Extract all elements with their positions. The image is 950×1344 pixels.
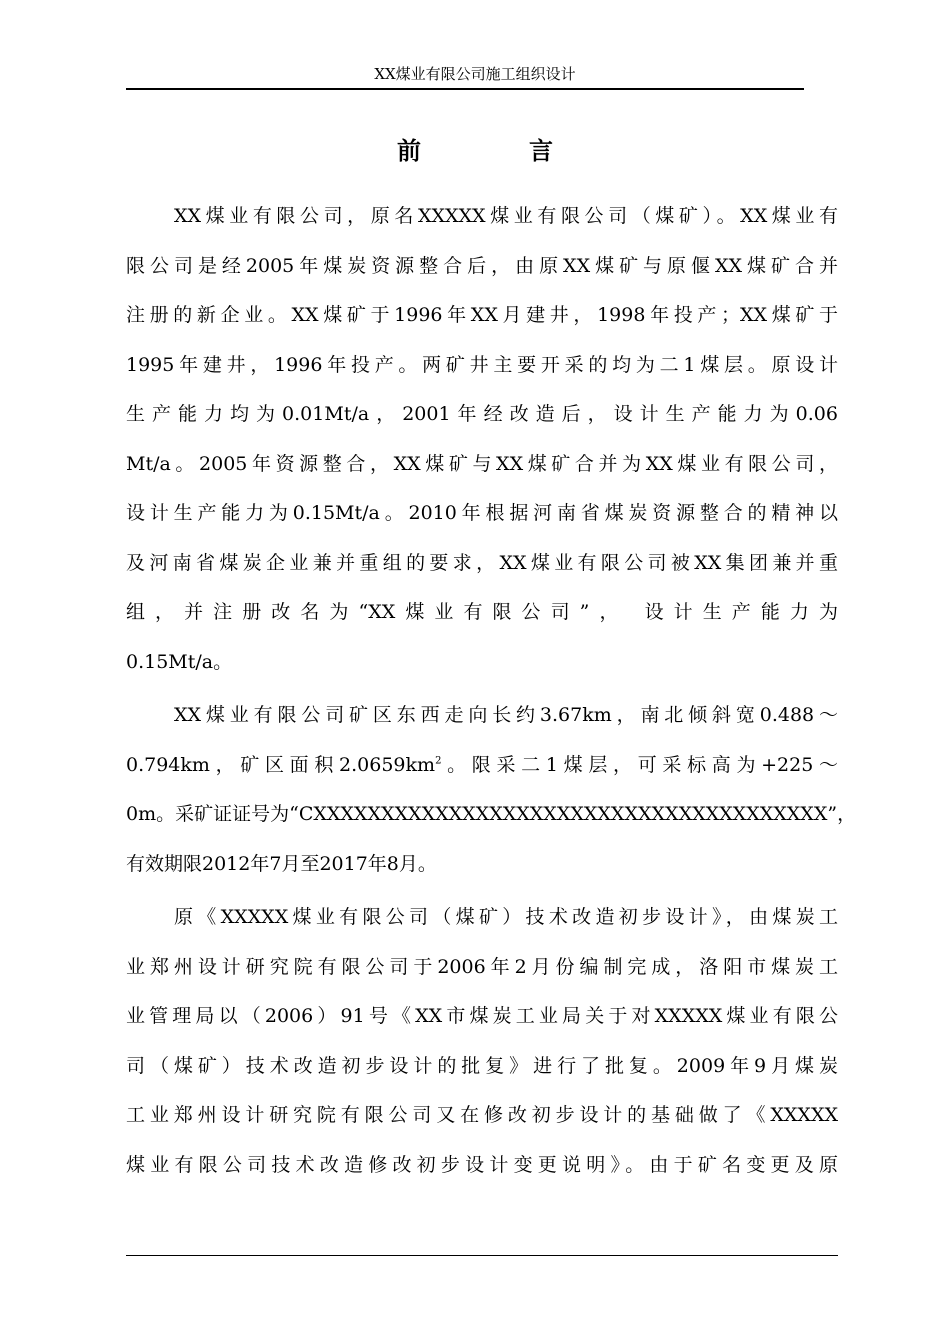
paragraph-line: 司（煤矿）技术改造初步设计的批复》进行了批复。2009年9月煤炭 bbox=[126, 1054, 838, 1077]
paragraph-line: 原《XXXXX煤业有限公司（煤矿）技术改造初步设计》，由煤炭工 bbox=[174, 906, 838, 928]
paragraph-line: 注册的新企业。XX煤矿于1996年XX月建井，1998年投产；XX煤矿于 bbox=[126, 304, 838, 326]
paragraph-line-area bbox=[126, 741, 838, 791]
paragraph-line: 0.15Mt/a。 bbox=[126, 650, 233, 673]
paragraph-line: 组，并注册改名为“XX煤业有限公司”， 设计生产能力为 bbox=[126, 601, 838, 623]
paragraph-line: Mt/a。2005年资源整合，XX煤矿与XX煤矿合并为XX煤业有限公司， bbox=[126, 452, 838, 475]
paragraph-line: 及河南省煤炭企业兼并重组的要求，XX煤业有限公司被XX集团兼并重 bbox=[126, 551, 838, 574]
paragraph-line: 煤业有限公司技术改造修改初步设计变更说明》。由于矿名变更及原 bbox=[126, 1153, 838, 1176]
area-superscript: 2 bbox=[435, 755, 442, 767]
paragraph-line: 有效期限2012年7月至2017年8月。 bbox=[126, 852, 437, 875]
paragraph-line: 工业郑州设计研究院有限公司又在修改初步设计的基础做了《XXXXX bbox=[126, 1104, 838, 1126]
area-text: 0.794km，矿区面积2.0659km bbox=[126, 753, 436, 776]
page-title bbox=[0, 133, 950, 169]
paragraph-line: 生产能力均为0.01Mt/a，2001年经改造后，设计生产能力为0.06 bbox=[126, 403, 838, 425]
page-title-char-1: 前 bbox=[397, 137, 421, 165]
paragraph-line: 0m。采矿证证号为“CXXXXXXXXXXXXXXXXXXXXXXXXXXXXXXXXXXXXXX”， bbox=[126, 803, 857, 825]
running-header: XX煤业有限公司施工组织设计 bbox=[374, 65, 576, 83]
area-tail-text: 。限采二1煤层，可采标高为+225～ bbox=[441, 753, 839, 776]
page-title-char-2: 言 bbox=[529, 137, 553, 165]
paragraph-line: 业郑州设计研究院有限公司于2006年2月份编制完成，洛阳市煤炭工 bbox=[126, 955, 838, 978]
paragraph-line: XX煤业有限公司矿区东西走向长约3.67km，南北倾斜宽0.488～ bbox=[174, 704, 838, 726]
paragraph-line: XX煤业有限公司，原名XXXXX煤业有限公司（煤矿）。XX煤业有 bbox=[174, 205, 838, 227]
paragraph-line: 1995年建井，1996年投产。两矿井主要开采的均为二1煤层。原设计 bbox=[126, 353, 838, 376]
header-rule bbox=[126, 88, 804, 90]
paragraph-line: 设计生产能力为0.15Mt/a。2010年根据河南省煤炭资源整合的精神以 bbox=[126, 502, 838, 524]
document-body bbox=[126, 192, 857, 1190]
paragraph-line: 业管理局以（2006）91号《XX市煤炭工业局关于对XXXXX煤业有限公 bbox=[126, 1005, 838, 1027]
paragraph-line: 限公司是经2005年煤炭资源整合后，由原XX煤矿与原偃XX煤矿合并 bbox=[126, 254, 838, 277]
footer-rule bbox=[126, 1255, 838, 1256]
